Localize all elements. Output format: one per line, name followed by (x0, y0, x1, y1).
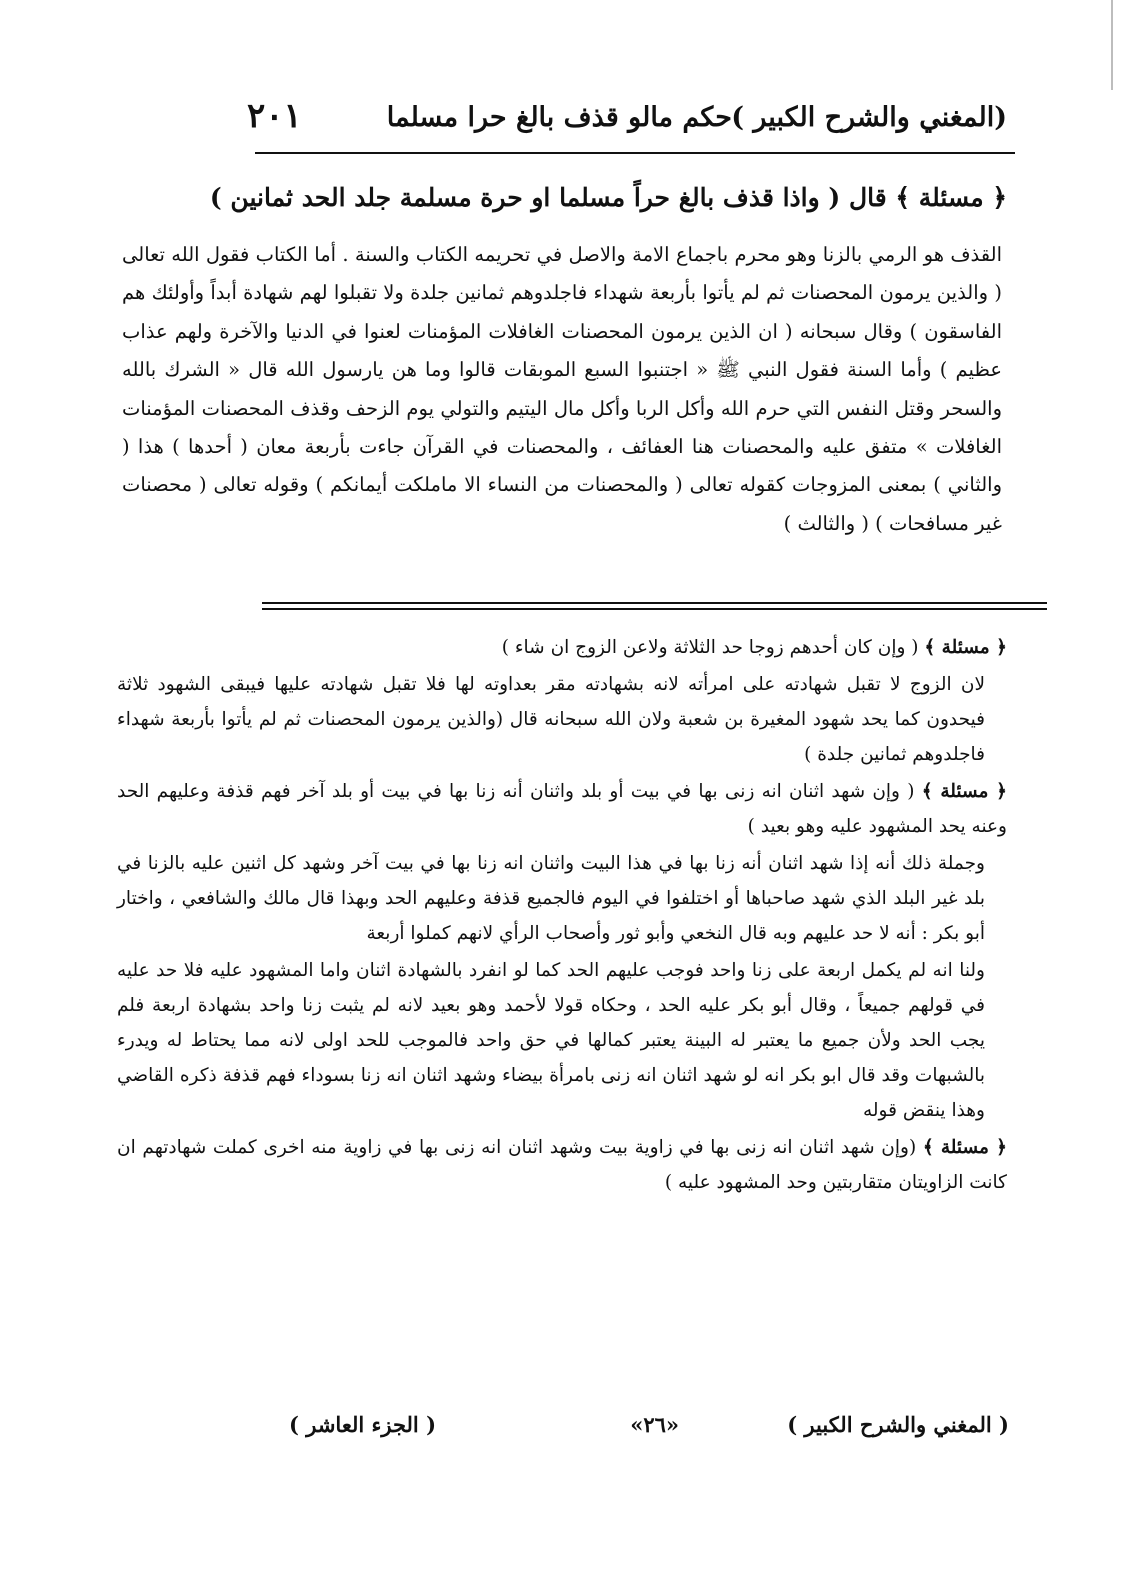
masala-label: ﴿ مسئلة ﴾ (922, 1137, 1007, 1158)
masala-text: ( وإن كان أحدهم زوجا حد الثلاثة ولاعن الزوج ان شاء ) (501, 637, 919, 658)
masala-label: ﴿ مسئلة ﴾ (921, 781, 1007, 802)
masala-heading: ﴿ مسئلة ﴾ قال ( واذا قذف بالغ حراً مسلما او حرة مسلمة جلد الحد ثمانين ) (209, 183, 1007, 212)
page-number: ٢٠١ (247, 96, 302, 136)
masala-text: ( وإن شهد اثنان انه زنى بها في بيت أو بلد واثنان أنه زنا بها في بيت أو بلد آخر فهم قذفة وعليهم الحد وعنه يحد المشهود عليه وهو بعيد ) (117, 781, 1007, 837)
section-divider (262, 602, 1047, 604)
sharh-paragraph: وجملة ذلك أنه إذا شهد اثنان أنه زنا بها في هذا البيت واثنان انه زنا بها في بيت آخر وشهد كل اثنين عليه بالزنا في بلد غير البلد الذي شهد صاحباها أو اختلفوا في اليوم فالجميع قذفة وعليهم الحد وبهذا قال مالك والشافعي ، واختار أبو بكر : أنه لا حد عليهم وبه قال النخعي وأبو ثور وأصحاب الرأي لانهم كملوا أربعة (117, 853, 985, 944)
scan-edge (1111, 0, 1113, 90)
sharh-masala-1 (117, 630, 1007, 665)
mughni-paragraph: القذف هو الرمي بالزنا وهو محرم باجماع الامة والاصل في تحريمه الكتاب والسنة . أما الكتاب فقول الله تعالى ( والذين يرمون المحصنات ثم لم يأتوا بأربعة شهداء فاجلدوهم ثمانين جلدة ولا تقبلوا لهم شهادة أبداً وأولئك هم الفاسقون ) وقال سبحانه ( ان الذين يرمون المحصنات الغافلات المؤمنات لعنوا في الدنيا والآخرة ولهم عذاب عظيم ) وأما السنة فقول النبي ﷺ « اجتنبوا السبع الموبقات قالوا وما هن يارسول الله قال « الشرك بالله والسحر وقتل النفس التي حرم الله وأكل الربا وأكل مال اليتيم والتولي يوم الزحف وقذف المحصنات المؤمنات الغافلات » متفق عليه والمحصنات هنا العفائف ، والمحصنات في القرآن جاءت بأربعة معان ( أحدها ) هذا ( والثاني ) بمعنى المزوجات كقوله تعالى ( والمحصنات من النساء الا ماملكت أيمانكم ) وقوله تعالى ( محصنات غير مسافحات ) ( والثالث ) (122, 243, 1002, 535)
page-footer (289, 1412, 1009, 1452)
masala-label: ﴿ مسئلة ﴾ (924, 637, 1007, 658)
sharh-paragraph: لان الزوج لا تقبل شهادته على امرأته لانه بشهادته مقر بعداوته لها فلا تقبل شهادته عليها فيبقى الشهود ثلاثة فيحدون كما يحد شهود المغيرة بن شعبة ولان الله سبحانه قال (والذين يرمون المحصنات ثم لم يأتوا بأربعة شهداء فاجلدوهم ثمانين جلدة ) (117, 674, 985, 765)
sharh-masala-3 (117, 1130, 1007, 1200)
header-chapter-title: حكم مالو قذف بالغ حرا مسلما (386, 102, 732, 133)
header-book-title: (المغني والشرح الكبير ) (731, 102, 1007, 133)
sharh-masala-2 (117, 774, 1007, 844)
sharh-section (117, 630, 1007, 1202)
sharh-paragraph: ولنا انه لم يكمل اربعة على زنا واحد فوجب عليهم الحد كما لو انفرد بالشهادة اثنان واما المشهود عليه فلا حد عليه في قولهم جميعاً ، وقال أبو بكر عليه الحد ، وحكاه قولا لأحمد وهو بعيد لانه لم يثبت زنا واحد بشهادة اربعة فلم يجب الحد ولأن جميع ما يعتبر له البينة يعتبر كمالها في حق واحد فالموجب للحد اولى لانه مما يحتاط له ويدرء بالشبهات وقد قال ابو بكر انه لو شهد اثنان انه زنى بامرأة بيضاء وشهد اثنان انه زنا بسوداء فهم قذفة ذكره القاضي وهذا ينقض قوله (117, 960, 985, 1121)
footer-book-title: ( المغني والشرح الكبير ) (787, 1412, 1009, 1437)
signature-number: «٢٦» (630, 1412, 679, 1437)
header-rule (255, 152, 1015, 154)
section-divider (262, 608, 1047, 610)
masala-text: (وإن شهد اثنان انه زنى بها في زاوية بيت وشهد اثنان انه زنى بها في زاوية منه اخرى كملت شهادتهم ان كانت الزاويتان متقاربتين وحد المشهود عليه ) (117, 1137, 1007, 1193)
volume-label: ( الجزء العاشر ) (289, 1412, 436, 1437)
running-header (247, 98, 1007, 148)
